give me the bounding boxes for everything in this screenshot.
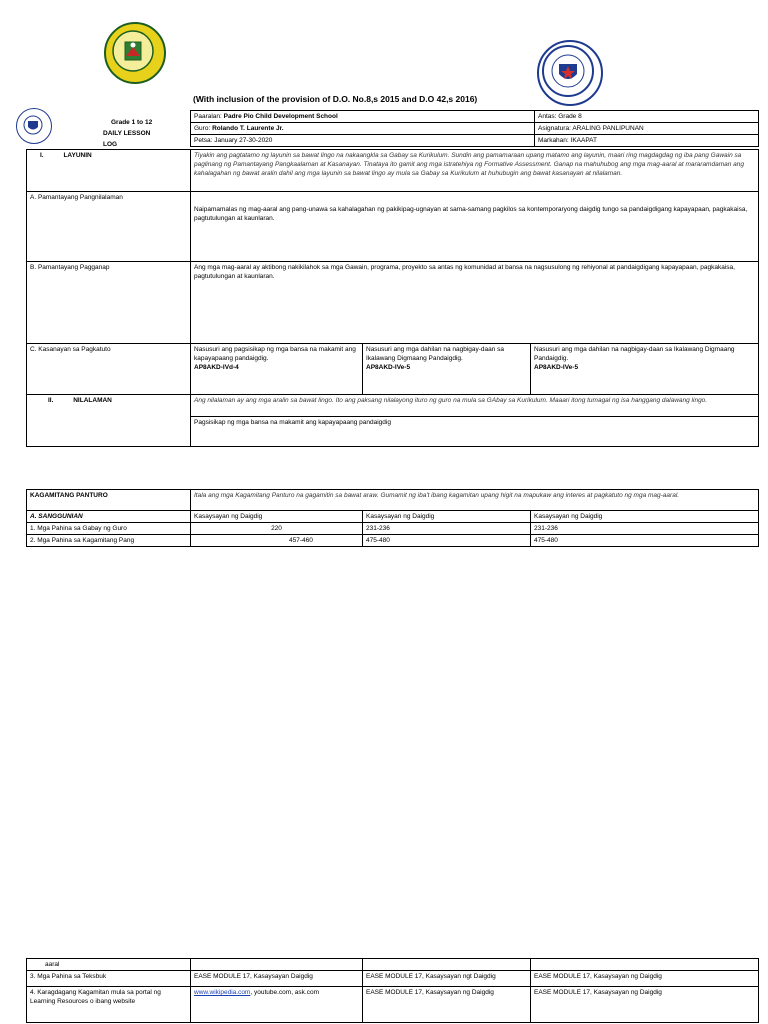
row4-val1: www.wikipedia.com, youtube.com, ask.com [191,987,363,1023]
kasanayan-label: C. Kasanayan sa Pagkatuto [27,344,191,395]
row3-val2: EASE MODULE 17, Kasaysayan ngt Daigdig [363,971,531,987]
row2-val3: 475-480 [531,535,759,547]
inclusion-note: (With inclusion of the provision of D.O. No.8,s 2015 and D.O 42,s 2016) [193,94,478,104]
row2-val1: 457-460 [191,535,363,547]
col-head-2: Kasaysayan ng Daigdig [363,511,531,523]
row4-val3: EASE MODULE 17, Kasaysayan ng Daigdig [531,987,759,1023]
teacher-cell: Guro: Rolando T. Laurente Jr. [191,123,535,135]
header-table [190,110,759,147]
row1-val1: 220 [191,523,363,535]
pagganap-text: Ang mga mag-aaral ay aktibong nakikilahok sa mga Gawain, programa, proyekto sa antas ng komunidad at bansa na nagsusulong ng rehiyonal at pandaigdigang kapayapaan, pagkakaisa, pagtutulungan at kaunlaran. [191,262,759,344]
sanggunian-label: A. SANGGUNIAN [27,511,191,523]
layunin-label-cell: I. LAYUNIN [27,150,191,192]
col-head-1: Kasaysayan ng Daigdig [191,511,363,523]
row2-val2: 475-480 [363,535,531,547]
kasanayan-col3: Nasusuri ang mga dahilan na nagbigay-daan sa Ikalawang Digmaang Pandaigdig. AP8AKD-IVe-5 [531,344,759,395]
pagganap-label: B. Pamantayang Pagganap [27,262,191,344]
row2-label: 2. Mga Pahina sa Kagamitang Pang [27,535,191,547]
kasanayan-col2: Nasusuri ang mga dahilan na nagbigay-daan sa Ikalawang Digmaang Pandaigdig. AP8AKD-IVe-5 [363,344,531,395]
pangnilalaman-label: A. Pamantayang Pangnilalaman [27,192,191,262]
kagamitan-table [26,489,759,547]
row4-val2: EASE MODULE 17, Kasaysayan ng Daigdig [363,987,531,1023]
kagamitan-note: Itala ang mga Kagamitang Panturo na gagamitin sa bawat araw. Gumamit ng iba't ibang kagamitan upang higit na mapukaw ang interes at pagkatuto ng mga mag-aaral. [191,490,759,511]
dll-line2: LOG [103,141,118,148]
nilalaman-label-cell: II. NILALAMAN [27,395,191,447]
continuation-table [26,958,759,1023]
pangnilalaman-text: Naipamamalas ng mag-aaral ang pang-unawa sa kahalagahan ng pakikipag-ugnayan at sama-samang pagkilos sa kontemporaryong daigdig tungo sa pandaigdigang kapayapaan, pagkakaisa, pagtutulungan at kaunlaran. [191,192,759,262]
lesson-table [26,149,759,447]
row3-label: 3. Mga Pahina sa Teksbuk [27,971,191,987]
row3-val1: EASE MODULE 17, Kasaysayan Daigdig [191,971,363,987]
dll-line1: DAILY LESSON [103,130,151,137]
row3-val3: EASE MODULE 17, Kasaysayan ng Daigdig [531,971,759,987]
row1-label: 1. Mga Pahina sa Gabay ng Guro [27,523,191,535]
kagamitan-label: KAGAMITANG PANTURO [27,490,191,511]
small-deped-seal [16,108,52,144]
quarter-cell: Markahan: IKAAPAT [535,135,759,147]
row0-label: aaral [27,959,191,971]
nilalaman-text: Pagsisikap ng mga bansa na makamit ang kapayapaang pandaigdig [191,417,759,447]
row1-val2: 231-236 [363,523,531,535]
col-head-3: Kasaysayan ng Daigdig [531,511,759,523]
nilalaman-note: Ang nilalaman ay ang mga aralin sa bawat lingo. Ito ang paksang nilalayong ituro ng guro na mula sa GAbay sa Kurikulum. Maaari itong tumagal ng isa hanggang dalawang lingo. [191,395,759,417]
date-cell: Petsa: January 27-30-2020 [191,135,535,147]
row1-val3: 231-236 [531,523,759,535]
wikipedia-link[interactable]: www.wikipedia.com [194,989,251,996]
layunin-text: Tiyakin ang pagtatamo ng layunin sa bawat lingo na nakaangkla sa Gabay sa Kurikulum. Sundin ang pamamaraan upang matamo ang layunin, maari ring magdagdag ng iba pang Gawain sa paglinang ng Pamantayang Pangkaalaman at Kasanayan. Tinataya ito gamit ang mga istratehiya ng Formative Assessment. Ganap na mahuhubog ang mga mag-aaral at mararamdaman ang kahalagahan ng bawat aralin dahil ang mga layunin sa bawat lingo ay mula sa Gabay sa Kurikulum at huhubugin ang bawat kasanayan at nilalaman. [191,150,759,192]
kasanayan-col1: Nasusuri ang pagsisikap ng mga bansa na makamit ang kapayapaang pandaigdig. AP8AKD-IVd-4 [191,344,363,395]
school-cell: Paaralan: Padre Pio Child Development School [191,111,535,123]
school-logo [104,22,166,84]
subject-cell: Asignatura: ARALING PANLIPUNAN [535,123,759,135]
grade-line: Grade 1 to 12 [111,119,153,126]
level-cell: Antas: Grade 8 [535,111,759,123]
row4-label: 4. Karagdagang Kagamitan mula sa portal ng Learning Resources o ibang website [27,987,191,1023]
